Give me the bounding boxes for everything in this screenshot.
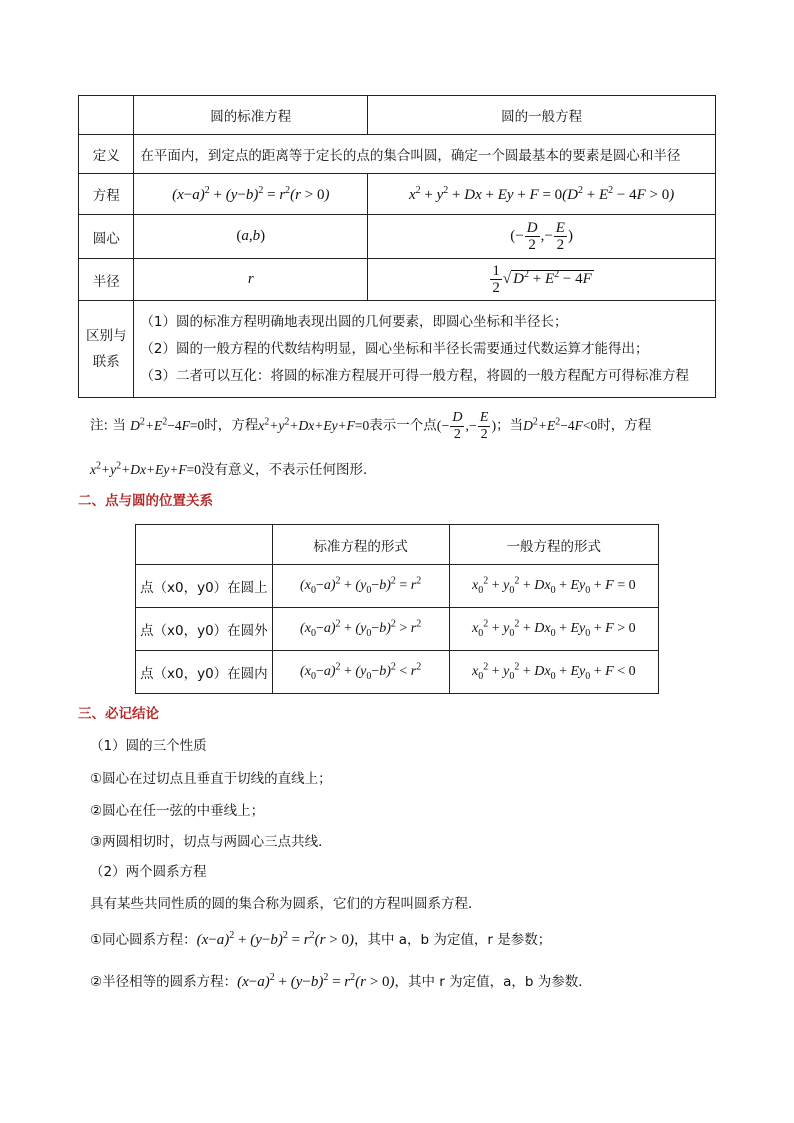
row-label-equation: 方程: [79, 174, 134, 215]
header-standard-form: 标准方程的形式: [272, 525, 449, 565]
standard-outside-formula: $(x_0-a)^2 + (y_0-b)^2 > r^2$: [272, 608, 449, 651]
property-2: ②圆心在任一弦的中垂线上；: [90, 803, 265, 819]
general-center-formula: (− $\frac{D}{2}$ ,− $\frac{E}{2}$ ): [368, 215, 716, 259]
table-corner-cell: [79, 96, 134, 135]
standard-on-circle-formula: $(x_0-a)^2 + (y_0-b)^2 = r^2$: [272, 565, 449, 608]
difference-item-2: （2）圆的一般方程的代数结构明显，圆心坐标和半径长需要通过代数运算才能得出；: [140, 340, 649, 357]
general-inside-formula: $x_0^2 + y_0^2 + Dx_0 + Ey_0 + F < 0$: [449, 651, 658, 694]
concentric-family-line: ①同心圆系方程：$(x-a)^2 + (y-b)^2 = r^2(r > 0)$，其中 a，b 为定值，r 是参数；: [90, 930, 552, 948]
circle-equations-table: [78, 95, 716, 398]
section-title-point-circle: 二、点与圆的位置关系: [78, 493, 213, 509]
difference-cell: [134, 301, 716, 398]
equal-radius-family-line: ②半径相等的圆系方程：$(x-a)^2 + (y-b)^2 = r^2(r > 0)$，其中 r 为定值，a，b 为参数．: [90, 972, 592, 990]
property-3: ③两圆相切时，切点与两圆心三点共线．: [90, 834, 332, 850]
row-label-on-circle: 点（x0，y0）在圆上: [136, 565, 273, 608]
row-label-radius: 半径: [79, 259, 134, 301]
difference-item-1: （1）圆的标准方程明确地表现出圆的几何要素，即圆心坐标和半径长；: [140, 313, 568, 330]
general-radius-formula: $\frac{1}{2}$ √ $D^2 + E^2 - 4F$: [368, 259, 716, 301]
header-standard-equation: 圆的标准方程: [134, 96, 368, 135]
difference-item-3: （3）二者可以互化：将圆的标准方程展开可得一般方程，将圆的一般方程配方可得标准方程: [140, 367, 689, 384]
general-equation-formula: $x^2 + y^2 + Dx + Ey + F = 0(D^2 + E^2 - 4F > 0)$: [368, 174, 716, 215]
row-label-definition: 定义: [79, 135, 134, 174]
point-circle-table: [135, 524, 659, 694]
note-line-2: $x^2+y^2+Dx+Ey+F=0$没有意义，不表示任何图形．: [90, 460, 377, 478]
subsection-three-properties: （1）圆的三个性质: [90, 738, 207, 754]
row-label-difference: 区别与 联系: [79, 301, 134, 398]
row-label-center: 圆心: [79, 215, 134, 259]
header-general-equation: 圆的一般方程: [368, 96, 716, 135]
property-1: ①圆心在过切点且垂直于切线的直线上；: [90, 771, 332, 787]
row-label-inside-circle: 点（x0，y0）在圆内: [136, 651, 273, 694]
row-label-outside-circle: 点（x0，y0）在圆外: [136, 608, 273, 651]
section-title-conclusions: 三、必记结论: [78, 706, 159, 722]
standard-inside-formula: $(x_0-a)^2 + (y_0-b)^2 < r^2$: [272, 651, 449, 694]
header-general-form: 一般方程的形式: [449, 525, 658, 565]
standard-radius-formula: r: [134, 259, 368, 301]
note-line-1: 注: 当 $D^2+E^2-4F=0$时，方程$x^2+y^2+Dx+Ey+F=0$表示一个点(− $\frac{D}{2}$ ,− $\frac{E}{2}$ )；当$D^2+E^2-4F<0$时，方程: [90, 410, 652, 442]
table2-corner-cell: [136, 525, 273, 565]
circle-family-definition: 具有某些共同性质的圆的集合称为圆系，它们的方程叫圆系方程．: [90, 896, 482, 912]
general-on-circle-formula: $x_0^2 + y_0^2 + Dx_0 + Ey_0 + F = 0$: [449, 565, 658, 608]
standard-equation-formula: $(x-a)^2 + (y-b)^2 = r^2(r > 0)$: [134, 174, 368, 215]
definition-text: 在平面内，到定点的距离等于定长的点的集合叫圆，确定一个圆最基本的要素是圆心和半径: [134, 135, 716, 174]
subsection-circle-families: （2）两个圆系方程: [90, 864, 207, 880]
standard-center-formula: (a,b): [134, 215, 368, 259]
general-outside-formula: $x_0^2 + y_0^2 + Dx_0 + Ey_0 + F > 0$: [449, 608, 658, 651]
